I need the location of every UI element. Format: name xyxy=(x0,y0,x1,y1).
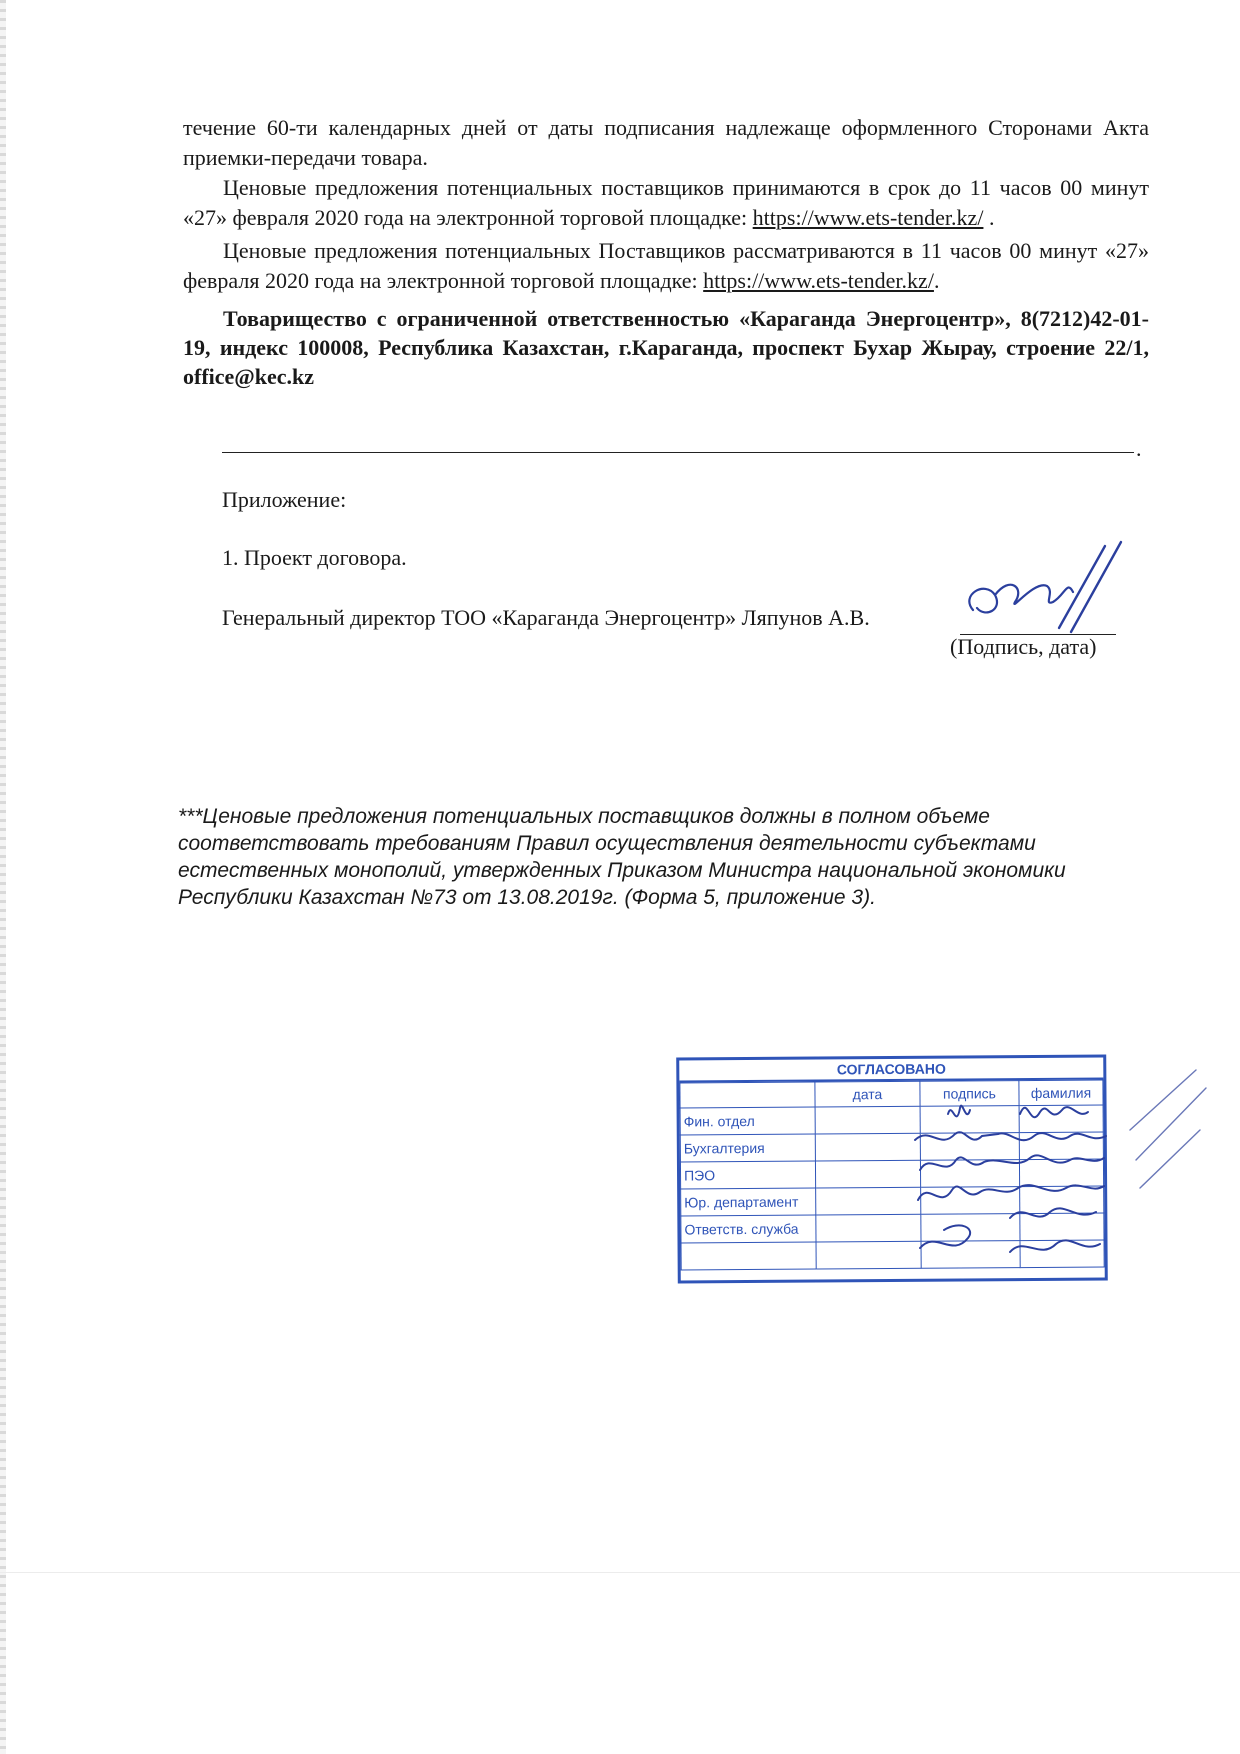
stamp-dept-responsible: Ответств. служба xyxy=(681,1215,816,1243)
company-details: Товарищество с ограниченной ответственностью «Караганда Энергоцентр», 8(7212)42-01-19, индекс 100008, Республика Казахстан, г.Караганда, проспект Бухар Жырау, строение 22/1, office@kec.kz xyxy=(183,306,1149,389)
page-crease xyxy=(0,1572,1240,1573)
paragraph-review: Ценовые предложения потенциальных Поставщиков рассматриваются в 11 часов 00 минут «27» февраля 2020 года на электронной торговой площадке: https://www.ets-tender.kz/. xyxy=(183,238,1149,293)
stamp-header-surname: фамилия xyxy=(1019,1080,1103,1106)
paragraph-acceptance: Ценовые предложения потенциальных поставщиков принимаются в срок до 11 часов 00 минут «27» февраля 2020 года на электронной торговой площадке: https://www.ets-tender.kz/ . xyxy=(183,175,1149,230)
attachment-heading: Приложение: xyxy=(222,487,347,512)
stamp-dept-legal: Юр. департамент xyxy=(681,1188,816,1216)
paragraph-delivery: течение 60-ти календарных дней от даты подписания надлежаще оформленного Сторонами Акта приемки-передачи товара. xyxy=(183,115,1149,170)
signatory-line: Генеральный директор ТОО «Караганда Энергоцентр» Ляпунов А.В. xyxy=(222,605,870,630)
scan-edge xyxy=(0,0,6,1754)
body-text xyxy=(183,113,1149,391)
stamp-header-cell xyxy=(680,1082,815,1108)
stamp-header-date: дата xyxy=(815,1081,920,1107)
stamp-dept-finance: Фин. отдел xyxy=(680,1107,815,1135)
ets-tender-link-2[interactable]: https://www.ets-tender.kz/ xyxy=(703,268,934,293)
attachment-item: 1. Проект договора. xyxy=(222,545,407,570)
stamp-header-signature: подпись xyxy=(920,1081,1019,1107)
signature-caption: (Подпись, дата) xyxy=(950,634,1097,659)
stamp-signatures xyxy=(900,1090,1220,1290)
separator-line xyxy=(222,452,1134,453)
ets-tender-link[interactable]: https://www.ets-tender.kz/ xyxy=(752,205,984,230)
separator-dot: . xyxy=(1136,436,1142,461)
stamp-dept-accounting: Бухгалтерия xyxy=(680,1134,815,1162)
director-signature xyxy=(955,540,1125,640)
footnote: ***Ценовые предложения потенциальных поставщиков должны в полном объеме соответствовать требованиям Правил осуществления деятельности субъектами естественных монополий, утвержденных Приказом Министра национальной экономики Республики Казахстан №73 от 13.08.2019г. (Форма 5, приложение 3). xyxy=(178,805,1066,909)
stamp-title: СОГЛАСОВАНО xyxy=(679,1058,1103,1083)
stamp-dept-peo: ПЭО xyxy=(680,1161,815,1189)
